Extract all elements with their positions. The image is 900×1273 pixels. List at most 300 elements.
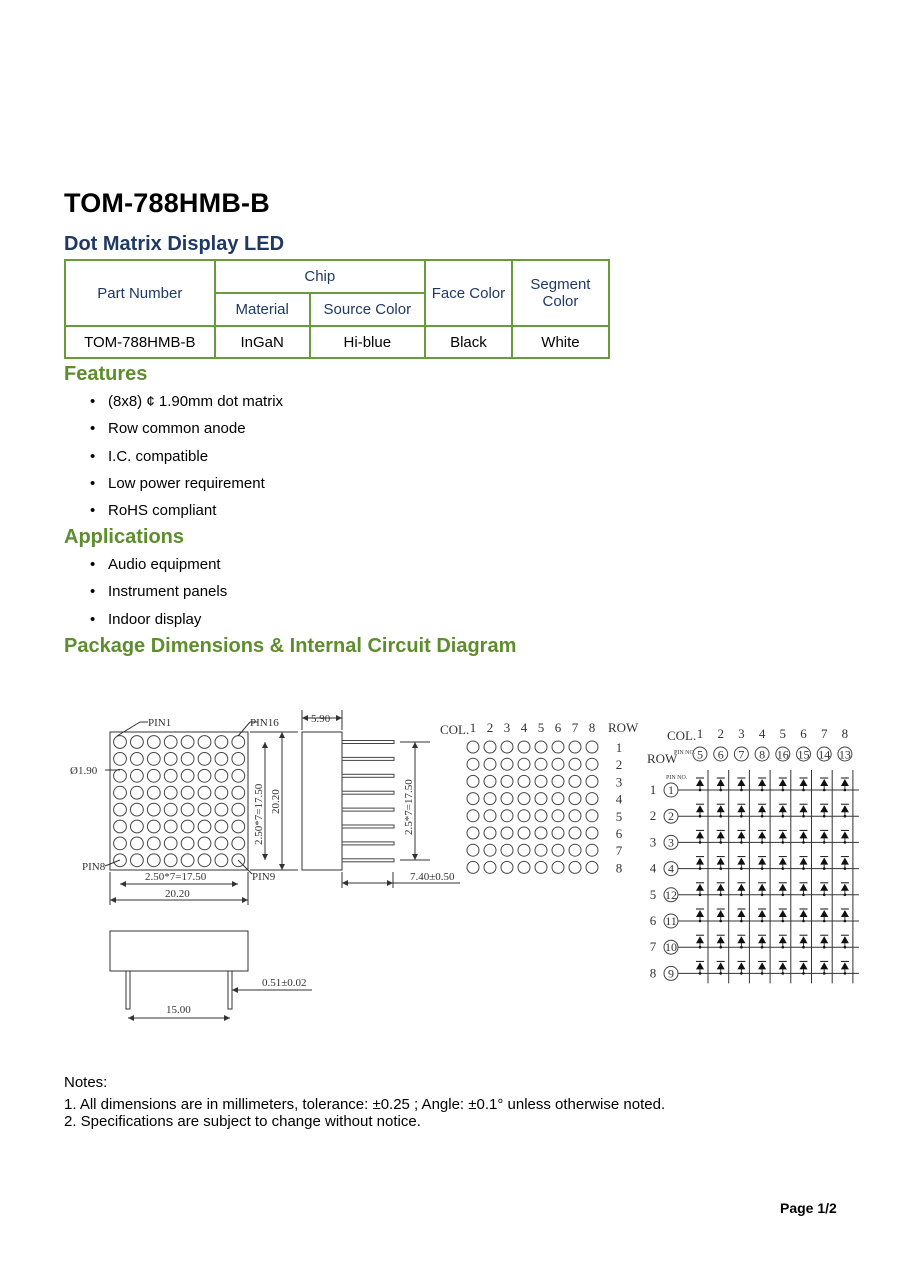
led-diode: [820, 884, 828, 891]
led-diode: [696, 805, 704, 812]
matrix-col-label: 7: [571, 720, 579, 735]
led-diode: [779, 831, 787, 838]
wire-junction: [699, 920, 702, 923]
matrix-dot: [552, 810, 564, 822]
wire-junction: [802, 972, 805, 975]
wire-junction: [719, 867, 722, 870]
led-diode: [779, 805, 787, 812]
header-part-number: Part Number: [65, 260, 215, 326]
matrix-dot: [569, 810, 581, 822]
matrix-dot: [501, 810, 513, 822]
applications-list: [90, 556, 227, 638]
wire-junction: [740, 867, 743, 870]
matrix-dot: [518, 741, 530, 753]
circuit-label-col: COL.: [667, 728, 697, 743]
circuit-wiring: [678, 770, 859, 983]
wire-junction: [782, 946, 785, 949]
front-dot: [131, 837, 144, 850]
circuit-label-pin-no-2: PIN NO.: [666, 775, 688, 781]
cell-source-color: Hi-blue: [310, 326, 425, 358]
circuit-diodes: [696, 778, 849, 975]
side-view-pins: [342, 741, 394, 862]
wire-junction: [761, 841, 764, 844]
front-dot: [131, 786, 144, 799]
bottom-view-body: [110, 931, 248, 971]
front-dot: [164, 820, 177, 833]
led-diode: [758, 910, 766, 917]
wire-junction: [761, 920, 764, 923]
wire-junction: [782, 815, 785, 818]
circuit-row-labels: [650, 782, 678, 980]
front-dot: [131, 736, 144, 749]
wire-junction: [782, 972, 785, 975]
list-item: • I.C. compatible: [90, 448, 283, 475]
matrix-dot: [569, 775, 581, 787]
wire-junction: [719, 972, 722, 975]
header-chip: Chip: [215, 260, 425, 293]
matrix-row-label: 4: [615, 791, 623, 807]
led-diode: [820, 831, 828, 838]
matrix-dot: [569, 793, 581, 805]
wire-junction: [782, 920, 785, 923]
wire-junction: [844, 789, 847, 792]
led-diode: [717, 936, 725, 943]
front-dot: [131, 820, 144, 833]
wire-junction: [802, 920, 805, 923]
matrix-dot: [552, 827, 564, 839]
led-diode: [800, 779, 808, 786]
led-diode: [779, 779, 787, 786]
front-dot: [147, 736, 160, 749]
circuit-col-label: 6: [800, 726, 807, 741]
label-pin8: PIN8: [82, 861, 106, 873]
front-dot: [198, 854, 211, 867]
matrix-dot: [569, 758, 581, 770]
matrix-dot: [552, 844, 564, 856]
led-diode: [841, 910, 849, 917]
notes-title: Notes:: [64, 1074, 108, 1091]
led-diode: [758, 962, 766, 969]
wire-junction: [719, 920, 722, 923]
led-diode: [800, 962, 808, 969]
led-diode: [841, 831, 849, 838]
matrix-dot: [484, 810, 496, 822]
front-dot: [181, 854, 194, 867]
front-dot: [215, 803, 228, 816]
wire-junction: [823, 841, 826, 844]
circuit-col-pin: 8: [759, 747, 766, 762]
front-dot: [164, 769, 177, 782]
led-diode: [758, 779, 766, 786]
led-diode: [696, 910, 704, 917]
led-diode: [800, 858, 808, 865]
wire-junction: [844, 894, 847, 897]
wire-junction: [782, 789, 785, 792]
wire-junction: [719, 894, 722, 897]
wire-junction: [782, 841, 785, 844]
front-dot: [215, 753, 228, 766]
front-dot: [232, 837, 245, 850]
matrix-dot: [535, 861, 547, 873]
led-diode: [717, 779, 725, 786]
wire-junction: [740, 841, 743, 844]
front-dot: [181, 769, 194, 782]
matrix-dot: [484, 793, 496, 805]
spec-table: [64, 259, 610, 359]
front-dot: [215, 736, 228, 749]
matrix-dot: [484, 741, 496, 753]
wire-junction: [844, 867, 847, 870]
front-dot: [114, 837, 127, 850]
front-dot: [215, 769, 228, 782]
wire-junction: [802, 841, 805, 844]
led-diode: [800, 910, 808, 917]
side-view-body: [302, 732, 342, 870]
circuit-col-pin: 15: [797, 747, 810, 762]
led-diode: [737, 858, 745, 865]
led-diode: [717, 858, 725, 865]
wire-junction: [719, 815, 722, 818]
front-dot: [232, 769, 245, 782]
label-depth: 5.90: [311, 713, 331, 725]
wire-junction: [699, 815, 702, 818]
matrix-dot: [535, 844, 547, 856]
bottom-pin-left: [126, 971, 130, 1009]
cell-face-color: Black: [425, 326, 512, 358]
wire-junction: [802, 894, 805, 897]
cell-segment-color: White: [512, 326, 609, 358]
circuit-col-label: 3: [738, 726, 745, 741]
front-dot: [181, 736, 194, 749]
led-diode: [779, 910, 787, 917]
wire-junction: [699, 841, 702, 844]
label-width: 20.20: [165, 888, 190, 900]
matrix-dot: [586, 844, 598, 856]
matrix-col-label: 3: [503, 720, 511, 735]
wire-junction: [823, 894, 826, 897]
circuit-col-pin: 6: [717, 747, 724, 762]
front-dot: [164, 837, 177, 850]
led-diode: [696, 962, 704, 969]
circuit-col-pin: 13: [838, 747, 851, 762]
matrix-dot-grid: [467, 741, 598, 873]
circuit-row-pin: 11: [665, 914, 677, 928]
matrix-dot: [569, 861, 581, 873]
list-item: • RoHS compliant: [90, 502, 283, 529]
matrix-row-label: 6: [615, 826, 623, 841]
label-pin-pitch: 2.5*7=17.50: [403, 779, 415, 835]
wire-junction: [699, 972, 702, 975]
matrix-dot: [501, 827, 513, 839]
wire-junction: [844, 841, 847, 844]
wire-junction: [740, 920, 743, 923]
side-pin: [342, 859, 394, 862]
label-pitch-h: 2.50*7=17.50: [145, 871, 207, 883]
matrix-dot: [535, 810, 547, 822]
circuit-col-label: 8: [841, 726, 849, 741]
front-dot: [147, 769, 160, 782]
led-diode: [779, 936, 787, 943]
matrix-dot: [484, 827, 496, 839]
front-dot: [181, 803, 194, 816]
front-dot: [114, 769, 127, 782]
front-dot: [131, 769, 144, 782]
matrix-dot: [467, 810, 479, 822]
circuit-row-pin: 12: [665, 887, 677, 902]
side-pin: [342, 808, 394, 811]
label-row: ROW: [608, 720, 639, 735]
matrix-col-label: 1: [469, 720, 477, 735]
header-face-color: Face Color: [425, 260, 512, 326]
front-dot: [198, 769, 211, 782]
led-diode: [737, 884, 745, 891]
matrix-row-label: 7: [615, 843, 623, 859]
front-dot: [232, 753, 245, 766]
front-dot-grid: [114, 736, 245, 867]
led-diode: [820, 910, 828, 917]
front-dot: [198, 736, 211, 749]
side-pin: [342, 774, 394, 777]
circuit-row-pin: 3: [668, 835, 674, 850]
matrix-dot: [535, 758, 547, 770]
matrix-dot: [586, 741, 598, 753]
bottom-pin-right: [228, 971, 232, 1009]
matrix-dot: [586, 861, 598, 873]
list-item: • Low power requirement: [90, 475, 283, 502]
matrix-dot: [535, 793, 547, 805]
label-pin-length: 7.40±0.50: [410, 871, 455, 883]
wire-junction: [802, 867, 805, 870]
front-dot: [215, 854, 228, 867]
features-heading: Features: [64, 363, 148, 385]
front-dot: [164, 753, 177, 766]
wire-junction: [823, 867, 826, 870]
front-dot: [147, 753, 160, 766]
matrix-dot: [586, 793, 598, 805]
led-diode: [779, 858, 787, 865]
front-dot: [215, 837, 228, 850]
matrix-dot: [586, 758, 598, 770]
side-pin: [342, 791, 394, 794]
front-dot: [215, 820, 228, 833]
circuit-col-labels: [693, 726, 852, 762]
led-diode: [717, 831, 725, 838]
wire-junction: [823, 815, 826, 818]
wire-junction: [782, 894, 785, 897]
wire-junction: [740, 894, 743, 897]
matrix-dot: [467, 861, 479, 873]
wire-junction: [740, 946, 743, 949]
wire-junction: [823, 946, 826, 949]
matrix-dot: [518, 861, 530, 873]
front-dot: [232, 786, 245, 799]
circuit-row-label: 1: [649, 782, 657, 797]
circuit-col-pin: 7: [738, 747, 745, 762]
circuit-col-label: 7: [820, 726, 828, 741]
matrix-dot: [501, 741, 513, 753]
matrix-dot: [518, 758, 530, 770]
matrix-row-labels: [616, 740, 623, 875]
led-diode: [758, 884, 766, 891]
matrix-dot: [467, 827, 479, 839]
led-diode: [841, 962, 849, 969]
circuit-col-label: 5: [779, 726, 787, 741]
led-diode: [800, 805, 808, 812]
circuit-row-label: 8: [649, 965, 657, 981]
matrix-dot: [535, 775, 547, 787]
cell-material: InGaN: [215, 326, 310, 358]
wire-junction: [761, 972, 764, 975]
front-dot: [147, 854, 160, 867]
label-pin-span: 15.00: [166, 1004, 191, 1016]
circuit-row-pin: 2: [668, 809, 674, 824]
side-pin: [342, 741, 394, 744]
label-pitch-v: 2.50*7=17.50: [253, 783, 265, 845]
led-diode: [800, 884, 808, 891]
wire-junction: [761, 789, 764, 792]
wire-junction: [782, 867, 785, 870]
wire-junction: [823, 972, 826, 975]
matrix-dot: [501, 844, 513, 856]
front-dot: [147, 820, 160, 833]
circuit-label-row: ROW: [647, 751, 678, 766]
led-diode: [779, 884, 787, 891]
front-dot: [164, 803, 177, 816]
front-dot: [131, 854, 144, 867]
matrix-dot: [535, 827, 547, 839]
led-diode: [841, 936, 849, 943]
wire-junction: [844, 972, 847, 975]
matrix-col-label: 2: [486, 720, 494, 735]
led-diode: [696, 858, 704, 865]
matrix-dot: [467, 775, 479, 787]
circuit-col-pin: 16: [776, 747, 789, 762]
wire-junction: [699, 894, 702, 897]
wire-junction: [823, 789, 826, 792]
wire-junction: [719, 946, 722, 949]
front-dot: [114, 786, 127, 799]
wire-junction: [699, 946, 702, 949]
matrix-dot: [552, 758, 564, 770]
label-pin1: PIN1: [148, 717, 172, 729]
matrix-dot: [501, 758, 513, 770]
front-dot: [164, 786, 177, 799]
led-diode: [717, 884, 725, 891]
led-diode: [758, 805, 766, 812]
matrix-row-label: 5: [615, 808, 623, 824]
led-diode: [696, 936, 704, 943]
package-drawing: [60, 690, 870, 1035]
circuit-col-label: 2: [717, 726, 724, 741]
cell-part-number: TOM-788HMB-B: [65, 326, 215, 358]
front-dot: [114, 820, 127, 833]
label-height: 20.20: [270, 789, 282, 814]
front-dot: [114, 753, 127, 766]
list-item: • Row common anode: [90, 420, 283, 447]
circuit-row-pin: 4: [668, 861, 674, 876]
led-diode: [841, 858, 849, 865]
page-subtitle: Dot Matrix Display LED: [64, 233, 285, 255]
front-dot: [232, 736, 245, 749]
circuit-row-label: 4: [649, 860, 657, 876]
matrix-dot: [518, 810, 530, 822]
label-pin-width: 0.51±0.02: [262, 977, 307, 989]
header-segment-color: Segment Color: [512, 260, 609, 326]
matrix-dot: [535, 741, 547, 753]
front-dot: [114, 803, 127, 816]
matrix-col-labels: [470, 720, 596, 735]
led-diode: [841, 805, 849, 812]
led-diode: [696, 831, 704, 838]
wire-junction: [761, 867, 764, 870]
led-diode: [696, 884, 704, 891]
page-number: Page 1/2: [780, 1200, 837, 1216]
matrix-dot: [552, 775, 564, 787]
led-diode: [737, 831, 745, 838]
wire-junction: [844, 946, 847, 949]
front-dot: [198, 820, 211, 833]
matrix-dot: [467, 758, 479, 770]
front-dot: [164, 736, 177, 749]
matrix-dot: [518, 775, 530, 787]
wire-junction: [761, 946, 764, 949]
wire-junction: [740, 815, 743, 818]
wire-junction: [719, 789, 722, 792]
label-dot-diameter: Ø1.90: [70, 765, 98, 777]
led-diode: [717, 805, 725, 812]
circuit-row-label: 5: [649, 886, 657, 902]
label-col: COL.: [440, 722, 470, 737]
circuit-col-pin: 14: [818, 747, 831, 762]
led-diode: [737, 779, 745, 786]
matrix-dot: [518, 827, 530, 839]
features-list: [90, 393, 283, 529]
matrix-dot: [484, 861, 496, 873]
front-dot: [181, 753, 194, 766]
front-view-body: [110, 732, 248, 870]
wire-junction: [802, 789, 805, 792]
list-item: • Audio equipment: [90, 556, 227, 583]
note-1: 1. All dimensions are in millimeters, tolerance: ±0.25 ; Angle: ±0.1° unless otherwise noted.: [64, 1096, 666, 1113]
list-item: • Instrument panels: [90, 583, 227, 610]
matrix-col-label: 4: [520, 720, 528, 735]
list-item: • (8x8) ¢ 1.90mm dot matrix: [90, 393, 283, 420]
matrix-dot: [501, 775, 513, 787]
circuit-col-label: 1: [696, 726, 704, 741]
wire-junction: [740, 789, 743, 792]
matrix-dot: [518, 844, 530, 856]
led-diode: [841, 779, 849, 786]
front-dot: [198, 803, 211, 816]
wire-junction: [802, 815, 805, 818]
led-diode: [758, 936, 766, 943]
front-dot: [131, 803, 144, 816]
wire-junction: [844, 920, 847, 923]
matrix-dot: [467, 741, 479, 753]
wire-junction: [844, 815, 847, 818]
led-diode: [820, 805, 828, 812]
wire-junction: [699, 789, 702, 792]
package-heading: Package Dimensions & Internal Circuit Diagram: [64, 635, 517, 657]
matrix-dot: [518, 793, 530, 805]
front-dot: [232, 803, 245, 816]
side-pin: [342, 757, 394, 760]
matrix-dot: [586, 810, 598, 822]
wire-junction: [740, 972, 743, 975]
led-diode: [717, 910, 725, 917]
circuit-row-label: 7: [649, 939, 657, 955]
front-dot: [181, 786, 194, 799]
